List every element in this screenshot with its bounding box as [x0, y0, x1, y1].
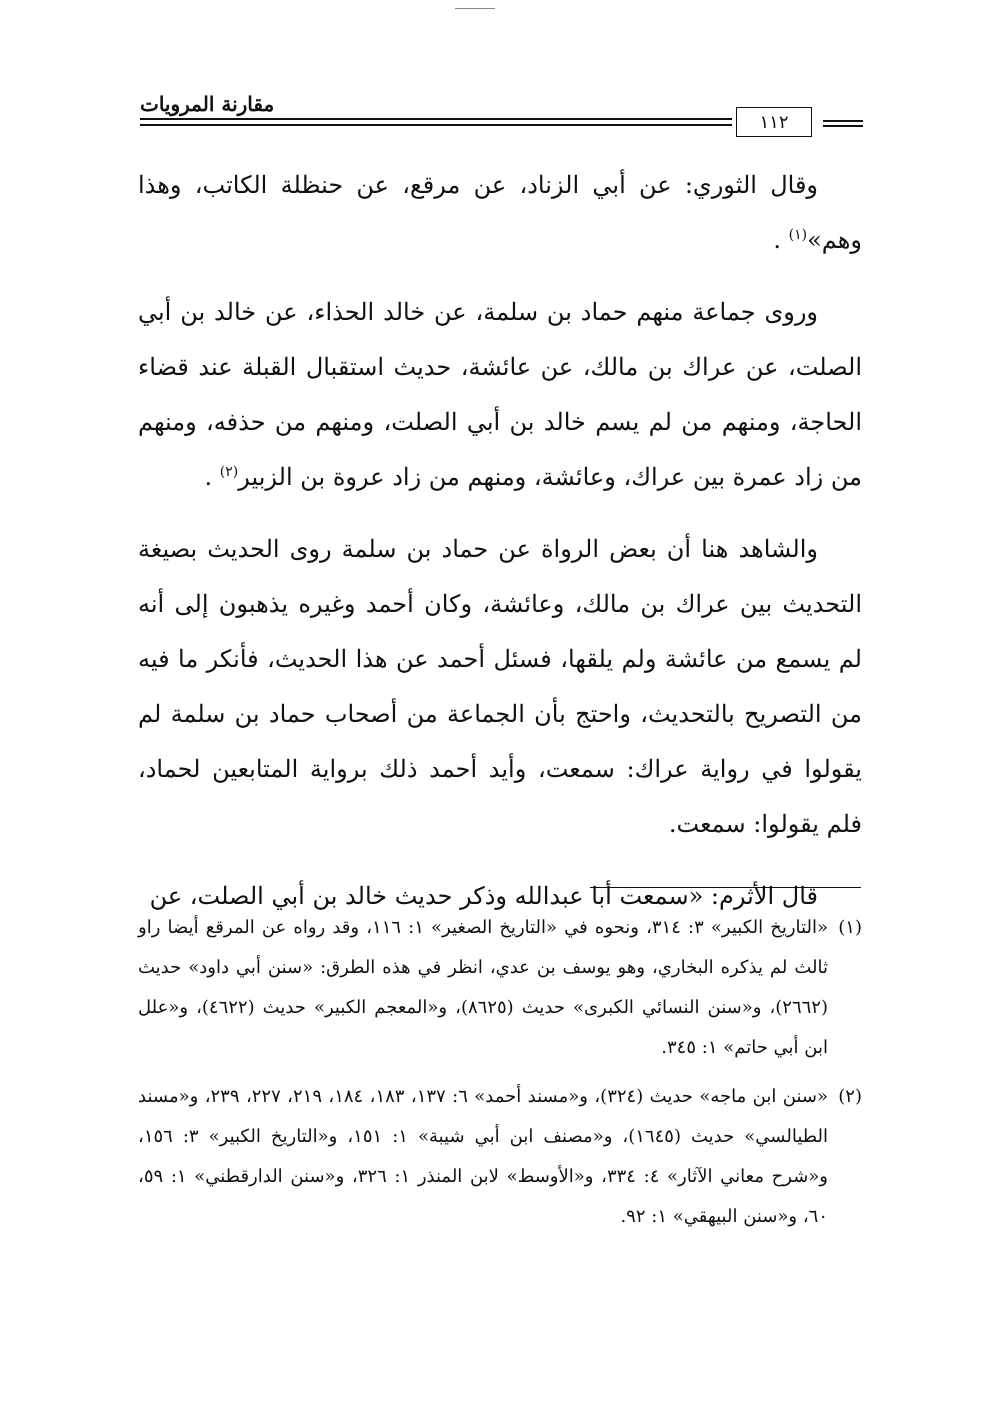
footnote-number: (٢)	[838, 1086, 862, 1107]
footnote-ref[interactable]: (٢)	[219, 464, 239, 480]
paragraph: والشاهد هنا أن بعض الرواة عن حماد بن سلمة روى الحديث بصيغة التحديث بين عراك بن مالك، وعائشة، وكان أحمد وغيره يذهبون إلى أنه لم يسمع من عائشة ولم يلقها، فسئل أحمد عن هذا الحديث، فأنكر ما فيه من التصريح بالتحديث، واحتج بأن الجماعة من أصحاب حماد بن سلمة لم يقولوا في رواية عراك: سمعت، وأيد أحمد ذلك برواية المتابعين لحماد، فلم يقولوا: سمعت.	[138, 535, 862, 838]
page-number: ١١٢	[736, 107, 812, 137]
footnote	[138, 1077, 862, 1237]
paragraph	[138, 158, 862, 268]
footnotes	[138, 908, 862, 1246]
main-text	[138, 158, 862, 941]
book-title: مقارنة المرويات	[140, 92, 275, 116]
footnote-text: «التاريخ الكبير» ٣: ٣١٤، ونحوه في «التاريخ الصغير» ١: ١١٦، وقد رواه عن المرقع أيضا راو ثالث لم يذكره البخاري، وهو يوسف بن عدي، انظر في هذه الطرق: «سنن أبي داود» حديث (٢٦٦٢)، و«سنن النسائي الكبرى» حديث (٨٦٢٥)، و«المعجم الكبير» حديث (٤٦٢٢)، و«علل ابن أبي حاتم» ١: ٣٤٥.	[138, 917, 828, 1058]
footnote-divider	[590, 887, 861, 888]
paragraph-end: .	[773, 226, 789, 254]
header-rule	[140, 124, 732, 126]
footnote-ref[interactable]: (١)	[788, 227, 808, 243]
paragraph-text: وروى جماعة منهم حماد بن سلمة، عن خالد الحذاء، عن خالد بن أبي الصلت، عن عراك بن مالك، عن عائشة، حديث استقبال القبلة عند قضاء الحاجة، ومنهم من لم يسم خالد بن أبي الصلت، ومنهم من حذفه، ومنهم من زاد عمرة بين عراك، وعائشة، ومنهم من زاد عروة بن الزبير	[138, 298, 862, 491]
paragraph-text: وقال الثوري: عن أبي الزناد، عن مرقع، عن حنظلة الكاتب، وهذا وهم»	[138, 171, 862, 254]
paragraph: قال الأثرم: «سمعت أبا عبدالله وذكر حديث خالد بن أبي الصلت، عن	[149, 882, 818, 910]
paragraph	[138, 285, 862, 505]
footnote	[138, 908, 862, 1068]
footnote-text: «سنن ابن ماجه» حديث (٣٢٤)، و«مسند أحمد» ٦: ١٣٧، ١٨٣، ١٨٤، ٢١٩، ٢٢٧، ٢٣٩، و«مسند الطيالسي» حديث (١٦٤٥)، و«مصنف ابن أبي شيبة» ١: ١٥١، و«التاريخ الكبير» ٣: ١٥٦، و«شرح معاني الآثار» ٤: ٣٣٤، و«الأوسط» لابن المنذر ١: ٣٢٦، و«سنن الدارقطني» ١: ٥٩، ٦٠، و«سنن البيهقي» ١: ٩٢.	[138, 1086, 828, 1227]
page-header	[140, 90, 862, 150]
header-ornament	[823, 120, 863, 130]
footnote-number: (١)	[838, 917, 862, 938]
paragraph-end: .	[204, 463, 220, 491]
header-rule	[140, 118, 732, 120]
top-mark	[455, 8, 495, 9]
